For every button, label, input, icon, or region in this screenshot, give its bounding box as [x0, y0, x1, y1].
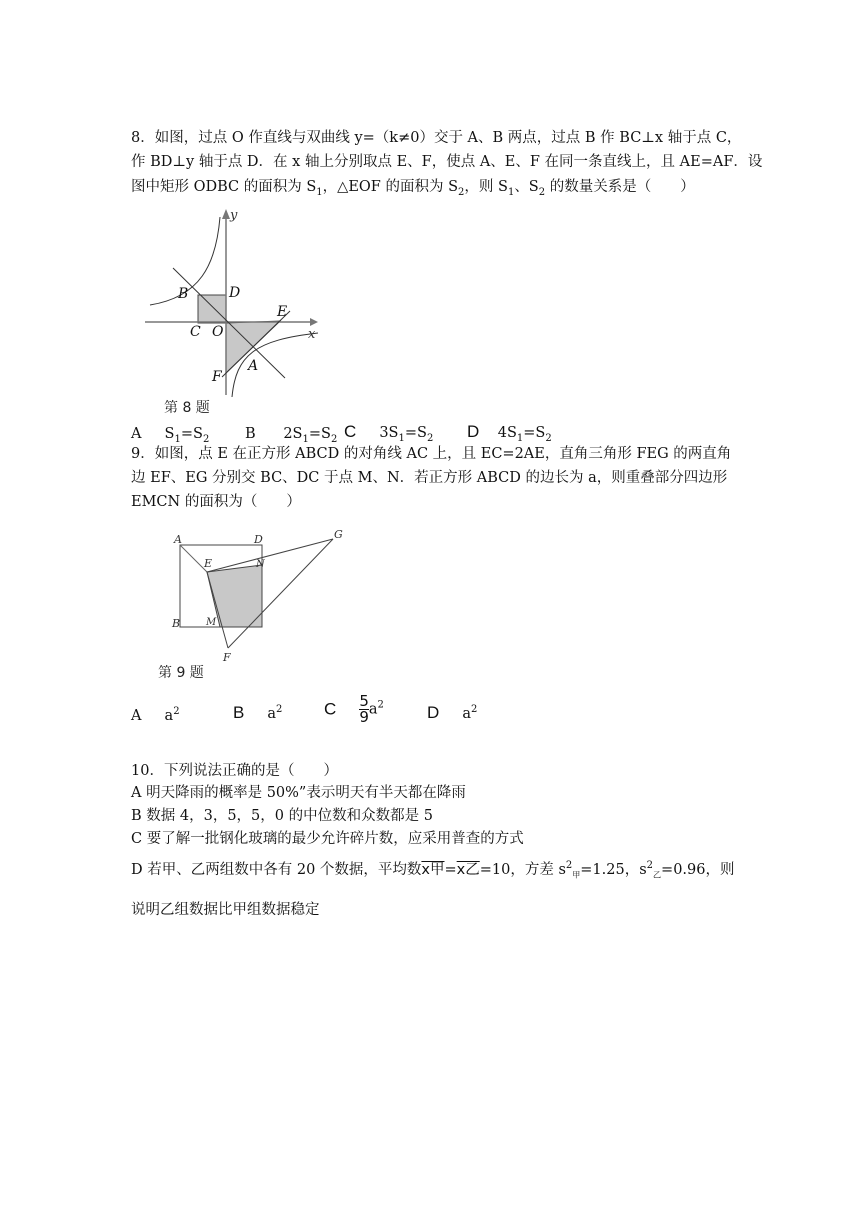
label-e: E: [204, 557, 213, 570]
label-d: D: [229, 285, 241, 301]
rectangle-odbc: [198, 295, 226, 323]
q8-option-b: B $2S_1=S_2$: [245, 426, 338, 445]
q8-line-3: 图中矩形 ODBC 的面积为 $S_1$，△EOF 的面积为 $S_2$，则 $S_1$、$S_2$ 的数量关系是（ ）: [131, 179, 695, 198]
label-e: E: [277, 304, 288, 320]
label-y: y: [230, 208, 238, 223]
figure-9-caption: 第 9 题: [158, 665, 204, 681]
x-axis-arrow: [310, 318, 318, 326]
q8-option-d: D $4S_1=S_2$: [467, 422, 552, 444]
q9-option-b: B $a^2$: [233, 702, 283, 722]
q9-option-c: C $\frac{5}{9}$ $a^2$: [324, 692, 384, 726]
label-n: N: [256, 559, 265, 570]
q8-line-1: 8．如图，过点 O 作直线与双曲线 y=（k≠0）交于 A、B 两点，过点 B 作 BC⊥x 轴于点 C，: [131, 130, 742, 146]
q8-figure: [140, 205, 340, 420]
figure-8-caption: 第 8 题: [164, 400, 210, 416]
segment-eg: [207, 539, 333, 572]
label-g: G: [334, 528, 343, 541]
label-o: O: [212, 324, 224, 340]
q10-option-d: D 若甲、乙两组数中各有 20 个数据，平均数x甲=x乙=10，方差 $s^2_甲=1.25$，$s^2_乙=0.96$，则: [131, 860, 735, 880]
label-a: A: [174, 533, 182, 546]
q9-line-2: 边 EF、EG 分别交 BC、DC 于点 M、N．若正方形 ABCD 的边长为 a，则重叠部分四边形: [131, 470, 728, 486]
q10-option-c: C 要了解一批钢化玻璃的最少允许碎片数，应采用普查的方式: [131, 831, 524, 847]
q9-option-a: A $a^2$: [131, 706, 180, 724]
label-c: C: [190, 324, 201, 340]
label-a: A: [248, 358, 259, 374]
label-x: x: [308, 327, 316, 342]
label-d: D: [254, 533, 263, 546]
label-b: B: [172, 617, 181, 630]
fraction-five-ninths: $\frac{5}{9}$: [359, 692, 369, 726]
q10-line-1: 10．下列说法正确的是（ ）: [131, 763, 338, 779]
q8-option-a: A $S_1=S_2$: [131, 426, 210, 445]
label-m: M: [206, 617, 217, 628]
q9-line-3: EMCN 的面积为（ ）: [131, 494, 301, 510]
y-axis-arrow: [222, 209, 230, 219]
label-f: F: [223, 651, 231, 664]
q10-option-a: A 明天降雨的概率是 50%”表示明天有半天都在降雨: [131, 785, 466, 801]
q10-option-d-line-2: 说明乙组数据比甲组数据稳定: [131, 902, 320, 918]
q8-line-2: 作 BD⊥y 轴于点 D．在 x 轴上分别取点 E、F，使点 A、E、F 在同一条直线上，且 AE=AF．设: [131, 154, 763, 170]
q8-option-c: C $3S_1=S_2$: [344, 422, 434, 444]
label-b: B: [178, 286, 189, 302]
q9-line-1: 9．如图，点 E 在正方形 ABCD 的对角线 AC 上，且 EC=2AE，直角三角形 FEG 的两直角: [131, 446, 732, 462]
q9-figure: [150, 525, 360, 685]
q10-option-b: B 数据 4，3，5，5，0 的中位数和众数都是 5: [131, 808, 433, 824]
q9-option-d: D $a^2$: [427, 702, 478, 722]
label-f: F: [212, 369, 222, 385]
